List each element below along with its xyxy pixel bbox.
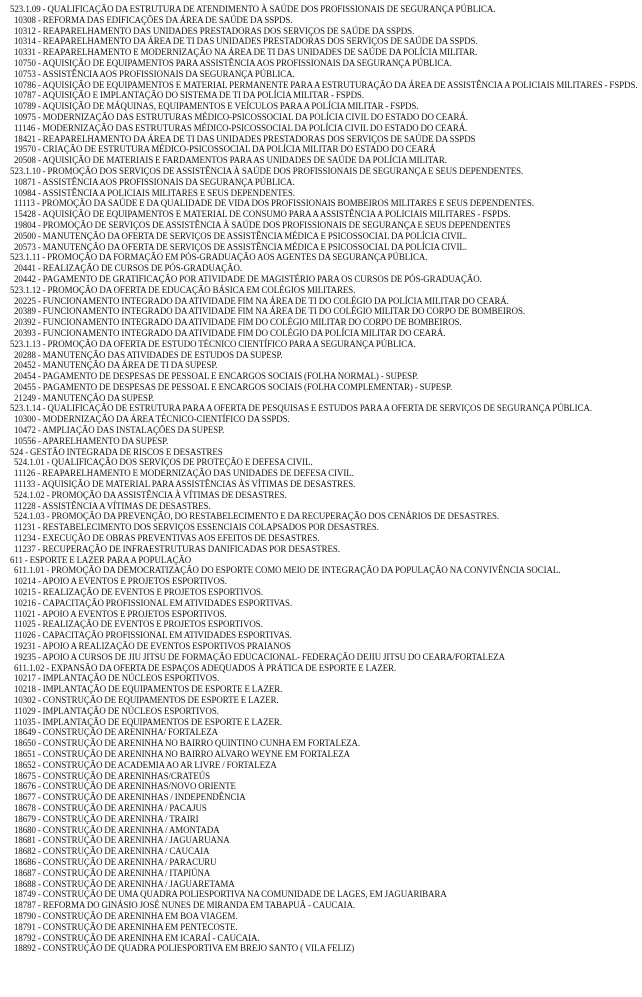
action-item-line: 19235 - APOIO A CURSOS DE JIU JITSU DE FORMAÇÃO EDUCACIONAL- FEDERAÇÃO DEJIU JITSU DO CEARA/FORTALEZA <box>14 651 505 662</box>
action-item-line: 11126 - REAPARELHAMENTO E MODERNIZAÇÃO DAS UNIDADES DE DEFESA CIVIL. <box>14 468 354 479</box>
action-item-line: 18749 - CONSTRUÇÃO DE UMA QUADRA POLIESPORTIVA NA COMUNIDADE DE LAGES, EM JAGUARIBARA <box>14 889 447 900</box>
action-item-line: 20441 - REALIZAÇÃO DE CURSOS DE PÓS-GRADUAÇÃO. <box>14 263 243 274</box>
action-item-line: 10314 - REAPARELHAMENTO DA ÁREA DE TI DAS UNIDADES PRESTADORAS DOS SERVIÇOS DE SAÚDE DA SSPDS. <box>14 36 478 47</box>
program-heading-line: 523.1.14 - QUALIFICAÇÃO DE ESTRUTURA PARA A OFERTA DE PESQUISAS E ESTUDOS PARA A OFERTA DE SERVIÇOS DE SEGURANÇA PÚBLICA. <box>10 403 592 414</box>
action-item-line: 10556 - APARELHAMENTO DA SUPESP. <box>14 435 169 446</box>
action-item-line: 10331 - REAPARELHAMENTO E MODERNIZAÇÃO NA ÁREA DE TI DAS UNIDADES DE SAÚDE DA POLÍCIA MILITAR. <box>14 47 478 58</box>
action-item-line: 10302 - CONSTRUÇÃO DE EQUIPAMENTOS DE ESPORTE E LAZER. <box>14 695 279 705</box>
action-item-line: 18680 - CONSTRUÇÃO DE ARENINHA / AMONTADA <box>14 824 220 835</box>
action-item-line: 20454 - PAGAMENTO DE DESPESAS DE PESSOAL E ENCARGOS SOCIAIS (FOLHA NORMAL) - SUPESP. <box>14 371 419 382</box>
action-item-line: 10215 - REALIZAÇÃO DE EVENTOS E PROJETOS ESPORTIVOS. <box>14 587 264 598</box>
action-item-line: 20452 - MANUTENÇÃO DA ÁREA DE TI DA SUPESP. <box>14 360 218 371</box>
action-item-line: 18790 - CONSTRUÇÃO DE ARENINHA EM BOA VIAGEM. <box>14 910 238 921</box>
action-item-line: 10218 - IMPLANTAÇÃO DE EQUIPAMENTOS DE ESPORTE E LAZER. <box>14 684 283 695</box>
action-item-line: 18682 - CONSTRUÇÃO DE ARENINHA / CAUCAIA <box>14 846 210 857</box>
action-item-line: 10787 - AQUISIÇÃO E IMPLANTAÇÃO DO SISTEMA DE TI DA POLÍCIA MILITAR - FSPDS. <box>14 90 364 101</box>
action-item-line: 18686 - CONSTRUÇÃO DE ARENINHA / PARACURU <box>14 856 217 867</box>
program-heading-line: 611 - ESPORTE E LAZER PARA A POPULAÇÃO <box>10 554 192 565</box>
action-item-line: 18681 - CONSTRUÇÃO DE ARENINHA / JAGUARUANA <box>14 835 230 846</box>
action-item-line: 20455 - PAGAMENTO DE DESPESAS DE PESSOAL E ENCARGOS SOCIAIS (FOLHA COMPLEMENTAR) - SUPESP. <box>14 381 453 392</box>
action-item-line: 11025 - REALIZAÇÃO DE EVENTOS E PROJETOS ESPORTIVOS. <box>14 619 263 630</box>
action-item-line: 18687 - CONSTRUÇÃO DE ARENINHA / ITAPIÚNA <box>14 867 211 878</box>
action-item-line: 20392 - FUNCIONAMENTO INTEGRADO DA ATIVIDADE FIM DO COLÉGIO MILITAR DO CORPO DE BOMBEIROS. <box>14 317 462 328</box>
action-item-line: 20573 - MANUTENÇÃO DA OFERTA DE SERVIÇOS DE ASSISTÊNCIA MÉDICA E PSICOSSOCIAL DA POLÍCIA CIVIL. <box>14 241 467 252</box>
action-item-line: 19804 - PROMOÇÃO DE SERVIÇOS DE ASSISTÊNCIA À SAÚDE DOS PROFISSIONAIS DE SEGURANÇA E SEUS DEPENDENTES <box>14 219 511 230</box>
action-item-line: 11231 - RESTABELECIMENTO DOS SERVIÇOS ESSENCIAIS COLAPSADOS POR DESASTRES. <box>14 522 379 533</box>
action-item-line: 18688 - CONSTRUÇÃO DE ARENINHA / JAGUARETAMA <box>14 878 235 889</box>
action-item-line: 10871 - ASSISTÊNCIA AOS PROFISSIONAIS DA SEGURANÇA PÚBLICA. <box>14 176 295 187</box>
action-item-line: 18649 - CONSTRUÇÃO DE ARENINHA/ FORTALEZA <box>14 727 219 738</box>
program-heading-line: 523.1.11 - PROMOÇÃO DA FORMAÇÃO EM PÓS-GRADUAÇÃO AOS AGENTES DA SEGURANÇA PÚBLICA. <box>10 252 428 263</box>
action-item-line: 15428 - AQUISIÇÃO DE EQUIPAMENTOS E MATERIAL DE CONSUMO PARA A ASSISTÊNCIA A POLICIAIS MILITARES - FSPDS. <box>14 209 511 220</box>
action-item-line: 10300 - MODERNIZAÇÃO DA ÁREA TÉCNICO-CIENTÍFICO DA SSPDS. <box>14 414 290 425</box>
action-item-line: 11237 - RECUPERAÇÃO DE INFRAESTRUTURAS DANIFICADAS POR DESASTRES. <box>14 543 340 554</box>
action-item-line: 18792 - CONSTRUÇÃO DE ARENINHA EM ICARAÍ - CAUCAIA. <box>14 932 260 943</box>
action-item-line: 19231 - APOIO A REALIZAÇÃO DE EVENTOS ESPORTIVOS PRAIANOS <box>14 641 291 652</box>
action-item-line: 18677 - CONSTRUÇÃO DE ARENINHAS / INDEPENDÊNCIA <box>14 792 246 803</box>
action-item-line: 20288 - MANUTENÇÃO DAS ATIVIDADES DE ESTUDOS DA SUPESP. <box>14 349 283 360</box>
action-item-line: 18421 - REAPARELHAMENTO DA ÁREA DE TI DAS UNIDADES PRESTADORAS DOS SERVIÇOS DE SAÚDE DA SSPDS <box>14 133 476 144</box>
action-item-line: 10975 - MODERNIZAÇÃO DAS ESTRUTURAS MÉDICO-PSICOSSOCIAL DA POLÍCIA CIVIL DO ESTADO DO CEARÁ. <box>14 111 468 122</box>
action-item-line: 18678 - CONSTRUÇÃO DE ARENINHA / PACAJUS <box>14 802 207 813</box>
action-item-line: 611.1.01 - PROMOÇÃO DA DEMOCRATIZAÇÃO DO ESPORTE COMO MEIO DE INTEGRAÇÃO DA POPULAÇÃO NA CONVIVÊNCIA SOCIAL. <box>14 565 561 576</box>
action-item-line: 18676 - CONSTRUÇÃO DE ARENINHAS/NOVO ORIENTE <box>14 781 236 792</box>
action-item-line: 11228 - ASSISTÊNCIA A VÍTIMAS DE DESASTRES. <box>14 500 211 511</box>
action-item-line: 20500 - MANUTENÇÃO DA OFERTA DE SERVIÇOS DE ASSISTÊNCIA MÉDICA E PSICOSSOCIAL DA POLÍCIA CIVIL. <box>14 230 467 241</box>
action-item-line: 10786 - AQUISIÇÃO DE EQUIPAMENTOS E MATERIAL PERMANENTE PARA A ESTRUTURAÇÃO DA ÁREA DE ASSISTÊNCIA A POLICIAIS MILITARES - FSPDS. <box>14 79 638 90</box>
action-item-line: 10217 - IMPLANTAÇÃO DE NÚCLEOS ESPORTIVOS. <box>14 673 220 684</box>
action-item-line: 10472 - AMPLIAÇÃO DAS INSTALAÇÕES DA SUPESP. <box>14 425 225 436</box>
action-item-line: 20393 - FUNCIONAMENTO INTEGRADO DA ATIVIDADE FIM DO COLÉGIO DA POLÍCIA MILITAR DO CEARÁ. <box>14 327 446 338</box>
action-item-line: 20225 - FUNCIONAMENTO INTEGRADO DA ATIVIDADE FIM NA ÁREA DE TI DO COLÉGIO DA POLÍCIA MILITAR DO CEARÁ. <box>14 295 509 306</box>
action-item-line: 19570 - CRIAÇÃO DE ESTRUTURA MÉDICO-PSICOSSOCIAL DA POLÍCIA MILITAR DO ESTADO DO CEARÁ <box>14 144 436 155</box>
action-item-line: 11026 - CAPACITAÇÃO PROFISSIONAL EM ATIVIDADES ESPORTIVAS. <box>14 630 292 641</box>
action-item-line: 18652 - CONSTRUÇÃO DE ACADEMIA AO AR LIVRE / FORTALEZA <box>14 759 277 770</box>
action-item-line: 18679 - CONSTRUÇÃO DE ARENINHA / TRAIRI <box>14 813 199 824</box>
action-item-line: 11113 - PROMOÇÃO DA SAÚDE E DA QUALIDADE DE VIDA DOS PROFISSIONAIS BOMBEIROS MILITARES E SEUS DEPENDENTES. <box>14 198 534 209</box>
action-item-line: 524.1.02 - PROMOÇÃO DA ASSISTÊNCIA À VÍTIMAS DE DESASTRES. <box>14 489 287 500</box>
action-item-line: 10214 - APOIO A EVENTOS E PROJETOS ESPORTIVOS. <box>14 576 227 587</box>
action-item-line: 20442 - PAGAMENTO DE GRATIFICAÇÃO POR ATIVIDADE DE MAGISTÉRIO PARA OS CURSOS DE PÓS-GRADUAÇÃO. <box>14 273 482 284</box>
action-item-line: 20389 - FUNCIONAMENTO INTEGRADO DA ATIVIDADE FIM NA ÁREA DE TI DO COLÉGIO MILITAR DO CORPO DE BOMBEIROS. <box>14 306 526 317</box>
action-item-line: 11021 - APOIO A EVENTOS E PROJETOS ESPORTIVOS. <box>14 608 227 619</box>
action-item-line: 18650 - CONSTRUÇÃO DE ARENINHA NO BAIRRO QUINTINO CUNHA EM FORTALEZA. <box>14 738 361 749</box>
action-item-line: 10984 - ASSISTÊNCIA A POLICIAIS MILITARES E SEUS DEPENDENTES. <box>14 187 295 198</box>
action-item-line: 10789 - AQUISIÇÃO DE MÁQUINAS, EQUIPAMENTOS E VEÍCULOS PARA A POLÍCIA MILITAR - FSPDS. <box>14 101 419 112</box>
action-item-line: 21249 - MANUTENÇÃO DA SUPESP. <box>14 392 155 403</box>
action-item-line: 11146 - MODERNIZAÇÃO DAS ESTRUTURAS MÉDICO-PSICOSSOCIAL DA POLÍCIA CIVIL DO ESTADO DO CEARÁ. <box>14 122 468 133</box>
action-item-line: 524.1.03 - PROMOÇÃO DA PREVENÇÃO, DO RESTABELECIMENTO E DA RECUPERAÇÃO DOS CENÁRIOS DE DESASTRES. <box>14 511 500 522</box>
action-item-line: 611.1.02 - EXPANSÃO DA OFERTA DE ESPAÇOS ADEQUADOS À PRÁTICA DE ESPORTE E LAZER. <box>14 662 397 673</box>
action-item-line: 10750 - AQUISIÇÃO DE EQUIPAMENTOS PARA ASSISTÊNCIA AOS PROFISSIONAIS DA SEGURANÇA PÚBLICA. <box>14 57 452 68</box>
action-item-line: 18651 - CONSTRUÇÃO DE ARENINHA NO BAIRRO ALVARO WEYNE EM FORTALEZA <box>14 748 350 759</box>
action-item-line: 18892 - CONSTRUÇÃO DE QUADRA POLIESPORTIVA EM BREJO SANTO ( VILA FELIZ) <box>14 943 355 954</box>
program-heading-line: 524 - GESTÃO INTEGRADA DE RISCOS E DESASTRES <box>10 446 223 457</box>
program-heading-line: 523.1.10 - PROMOÇÃO DOS SERVIÇOS DE ASSISTÊNCIA À SAÚDE DOS PROFISSIONAIS DE SEGURANÇA E SEUS DEPENDENTES. <box>10 165 524 176</box>
action-item-line: 10753 - ASSISTÊNCIA AOS PROFISSIONAIS DA SEGURANÇA PÚBLICA. <box>14 68 295 79</box>
action-item-line: 11234 - EXECUÇÃO DE OBRAS PREVENTIVAS AOS EFEITOS DE DESASTRES. <box>14 533 320 544</box>
action-item-line: 18787 - REFORMA DO GINÁSIO JOSÉ NUNES DE MIRANDA EM TABAPUÃ - CAUCAIA. <box>14 900 356 911</box>
action-item-line: 20508 - AQUISIÇÃO DE MATERIAIS E FARDAMENTOS PARA AS UNIDADES DE SAÚDE DA POLÍCIA MILITAR. <box>14 155 447 166</box>
action-item-line: 524.1.01 - QUALIFICAÇÃO DOS SERVIÇOS DE PROTEÇÃO E DEFESA CIVIL. <box>14 457 313 468</box>
action-item-line: 10308 - REFORMA DAS EDIFICAÇÕES DA ÁREA DE SAÚDE DA SSPDS. <box>14 14 293 25</box>
action-item-line: 10216 - CAPACITAÇÃO PROFISSIONAL EM ATIVIDADES ESPORTIVAS. <box>14 597 293 608</box>
program-heading-line: 523.1.12 - PROMOÇÃO DA OFERTA DE EDUCAÇÃO BÁSICA EM COLÉGIOS MILITARES. <box>10 284 356 295</box>
action-item-line: 11035 - IMPLANTAÇÃO DE EQUIPAMENTOS DE ESPORTE E LAZER. <box>14 716 282 727</box>
action-item-line: 18791 - CONSTRUÇÃO DE ARENINHA EM PENTECOSTE. <box>14 921 238 932</box>
action-item-line: 18675 - CONSTRUÇÃO DE ARENINHAS/CRATEÚS <box>14 770 210 781</box>
action-item-line: 11133 - AQUISIÇÃO DE MATERIAL PARA ASSISTÊNCIAS ÀS VÍTIMAS DE DESASTRES. <box>14 479 356 490</box>
action-item-line: 10312 - REAPARELHAMENTO DAS UNIDADES PRESTADORAS DOS SERVIÇOS DE SAÚDE DA SSPDS. <box>14 25 415 36</box>
program-heading-line: 523.1.09 - QUALIFICAÇÃO DA ESTRUTURA DE ATENDIMENTO À SAÚDE DOS PROFISSIONAIS DE SEGURANÇA PÚBLICA. <box>10 4 496 14</box>
action-item-line: 11029 - IMPLANTAÇÃO DE NÚCLEOS ESPORTIVOS. <box>14 705 219 716</box>
program-heading-line: 523.1.13 - PROMOÇÃO DA OFERTA DE ESTUDO TÉCNICO CIENTÍFICO PARA A SEGURANÇA PÚBLICA. <box>10 338 416 349</box>
